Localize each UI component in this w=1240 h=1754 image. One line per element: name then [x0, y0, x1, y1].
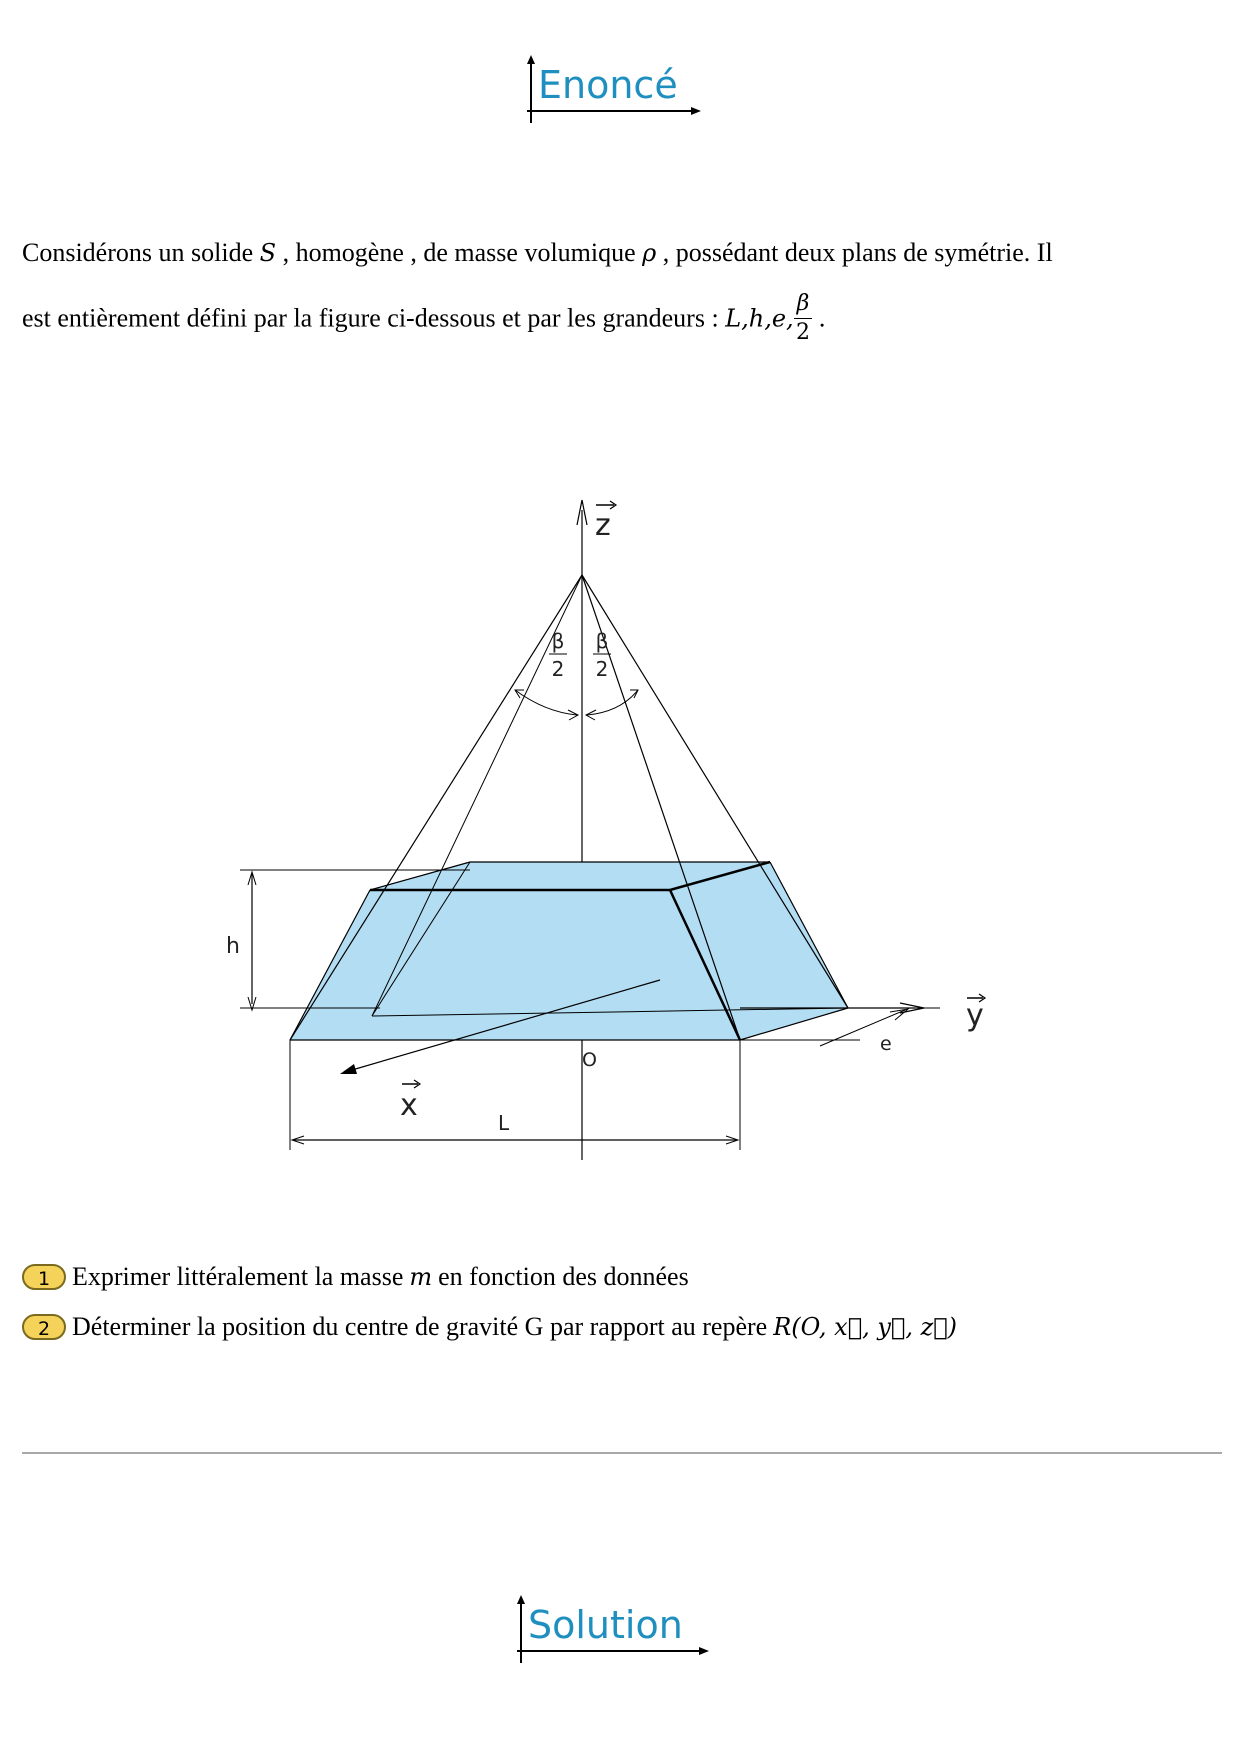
question-2: 2 Déterminer la position du centre de gravité G par rapport au repère R(O, x⃗, y⃗, z⃗)	[22, 1312, 957, 1342]
beta-over-two: $\frac{\beta}{2}$	[794, 290, 813, 347]
e-dim-line	[820, 1010, 905, 1046]
label-L: L	[498, 1111, 510, 1135]
angle-arc-right	[587, 690, 638, 715]
label-h: h	[226, 934, 240, 959]
x-arrowhead	[340, 1064, 357, 1074]
solution-heading	[0, 1595, 1240, 1675]
label-origin: O	[582, 1049, 597, 1071]
label-y: y	[966, 998, 984, 1033]
angle-right-den: 2	[595, 657, 609, 681]
enonce-heading	[0, 55, 1240, 135]
label-z: z	[595, 508, 611, 543]
solid-figure	[226, 490, 1000, 1170]
label-x: x	[400, 1088, 418, 1123]
question-1: 1 Exprimer littéralement la masse m en fonction des données	[22, 1262, 689, 1292]
intro-line-1: Considérons un solide S , homogène , de masse volumique ρ , possédant deux plans de symétrie. Il	[22, 238, 1053, 267]
angle-left-den: 2	[551, 657, 565, 681]
label-e: e	[880, 1033, 892, 1055]
divider	[22, 1452, 1222, 1454]
angle-left-num: β	[551, 629, 565, 653]
question-number-badge: 2	[22, 1314, 66, 1340]
angle-arc-left	[515, 690, 577, 715]
intro-line-2: est entièrement défini par la figure ci-dessous et par les grandeurs : L,h,e, $\frac{\beta}{2}$ .	[22, 291, 826, 345]
solution-title[interactable]: Solution	[528, 1603, 683, 1647]
angle-right-num: β	[595, 629, 609, 653]
question-number-badge: 1	[22, 1264, 66, 1290]
enonce-title[interactable]: Enoncé	[538, 63, 678, 107]
